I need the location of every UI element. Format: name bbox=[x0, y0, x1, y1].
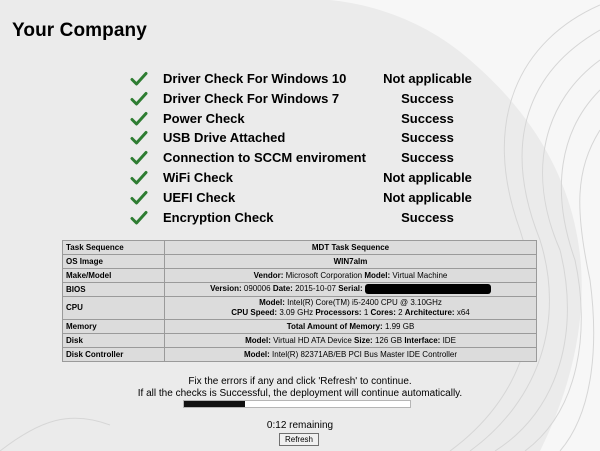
instructions-line-2: If all the checks is Successful, the deployment will continue automatically. bbox=[137, 388, 463, 399]
check-name: UEFI Check bbox=[163, 189, 236, 205]
check-name: Driver Check For Windows 7 bbox=[163, 90, 340, 106]
task-sequence-label: Task Sequence bbox=[63, 241, 165, 255]
table-row bbox=[63, 283, 537, 297]
instructions-line-1: Fix the errors if any and click 'Refresh' to continue. bbox=[188, 376, 412, 387]
table-row bbox=[63, 241, 537, 255]
refresh-button[interactable]: Refresh bbox=[279, 433, 319, 446]
memory-value: Total Amount of Memory: 1.99 GB bbox=[165, 320, 537, 334]
checkmark-icon bbox=[130, 190, 148, 206]
check-name: Encryption Check bbox=[163, 209, 274, 225]
check-status: Success bbox=[401, 90, 454, 106]
check-status: Success bbox=[401, 130, 454, 146]
checkmark-icon bbox=[130, 150, 148, 166]
cpu-value: Model: Intel(R) Core(TM) i5-2400 CPU @ 3.10GHz CPU Speed: 3.09 GHz Processors: 1 Cores: 2 Architecture: x64 bbox=[165, 297, 537, 320]
os-image-label: OS Image bbox=[63, 255, 165, 269]
disk-value: Model: Virtual HD ATA Device Size: 126 GB Interface: IDE bbox=[165, 334, 537, 348]
check-status: Not applicable bbox=[383, 189, 472, 205]
cpu-label: CPU bbox=[63, 297, 165, 320]
system-info-table bbox=[62, 240, 537, 362]
table-row bbox=[63, 269, 537, 283]
checkmark-icon bbox=[130, 91, 148, 107]
os-image-value: WIN7alm bbox=[165, 255, 537, 269]
check-name: Connection to SCCM enviroment bbox=[163, 150, 366, 166]
table-row bbox=[63, 348, 537, 362]
make-model-label: Make/Model bbox=[63, 269, 165, 283]
progress-fill bbox=[184, 401, 245, 407]
table-row bbox=[63, 255, 537, 269]
check-name: USB Drive Attached bbox=[163, 130, 286, 146]
disk-controller-value: Model: Intel(R) 82371AB/EB PCI Bus Master IDE Controller bbox=[165, 348, 537, 362]
table-row bbox=[63, 320, 537, 334]
check-status: Success bbox=[401, 150, 454, 166]
checkmark-icon bbox=[130, 111, 148, 127]
make-model-value: Vendor: Microsoft Corporation Model: Virtual Machine bbox=[165, 269, 537, 283]
check-status: Success bbox=[401, 110, 454, 126]
checkmark-icon bbox=[130, 210, 148, 226]
check-status: Not applicable bbox=[383, 71, 472, 86]
check-status: Success bbox=[401, 209, 454, 225]
checkmark-icon bbox=[130, 130, 148, 146]
check-name: Power Check bbox=[163, 110, 245, 126]
disk-label: Disk bbox=[63, 334, 165, 348]
bios-value: Version: 090006 Date: 2015-10-07 Serial: bbox=[165, 283, 537, 297]
task-sequence-value: MDT Task Sequence bbox=[165, 241, 537, 255]
page-title: Your Company bbox=[12, 20, 147, 41]
remaining-time: 0:12 remaining bbox=[266, 420, 334, 431]
check-name: WiFi Check bbox=[163, 169, 233, 185]
check-status: Not applicable bbox=[383, 169, 472, 185]
bios-label: BIOS bbox=[63, 283, 165, 297]
table-row bbox=[63, 334, 537, 348]
countdown-progress-bar bbox=[183, 400, 411, 408]
redacted-serial bbox=[365, 284, 491, 294]
check-name: Driver Check For Windows 10 bbox=[163, 71, 347, 86]
checkmark-icon bbox=[130, 71, 148, 87]
checkmark-icon bbox=[130, 170, 148, 186]
table-row bbox=[63, 297, 537, 320]
memory-label: Memory bbox=[63, 320, 165, 334]
disk-controller-label: Disk Controller bbox=[63, 348, 165, 362]
